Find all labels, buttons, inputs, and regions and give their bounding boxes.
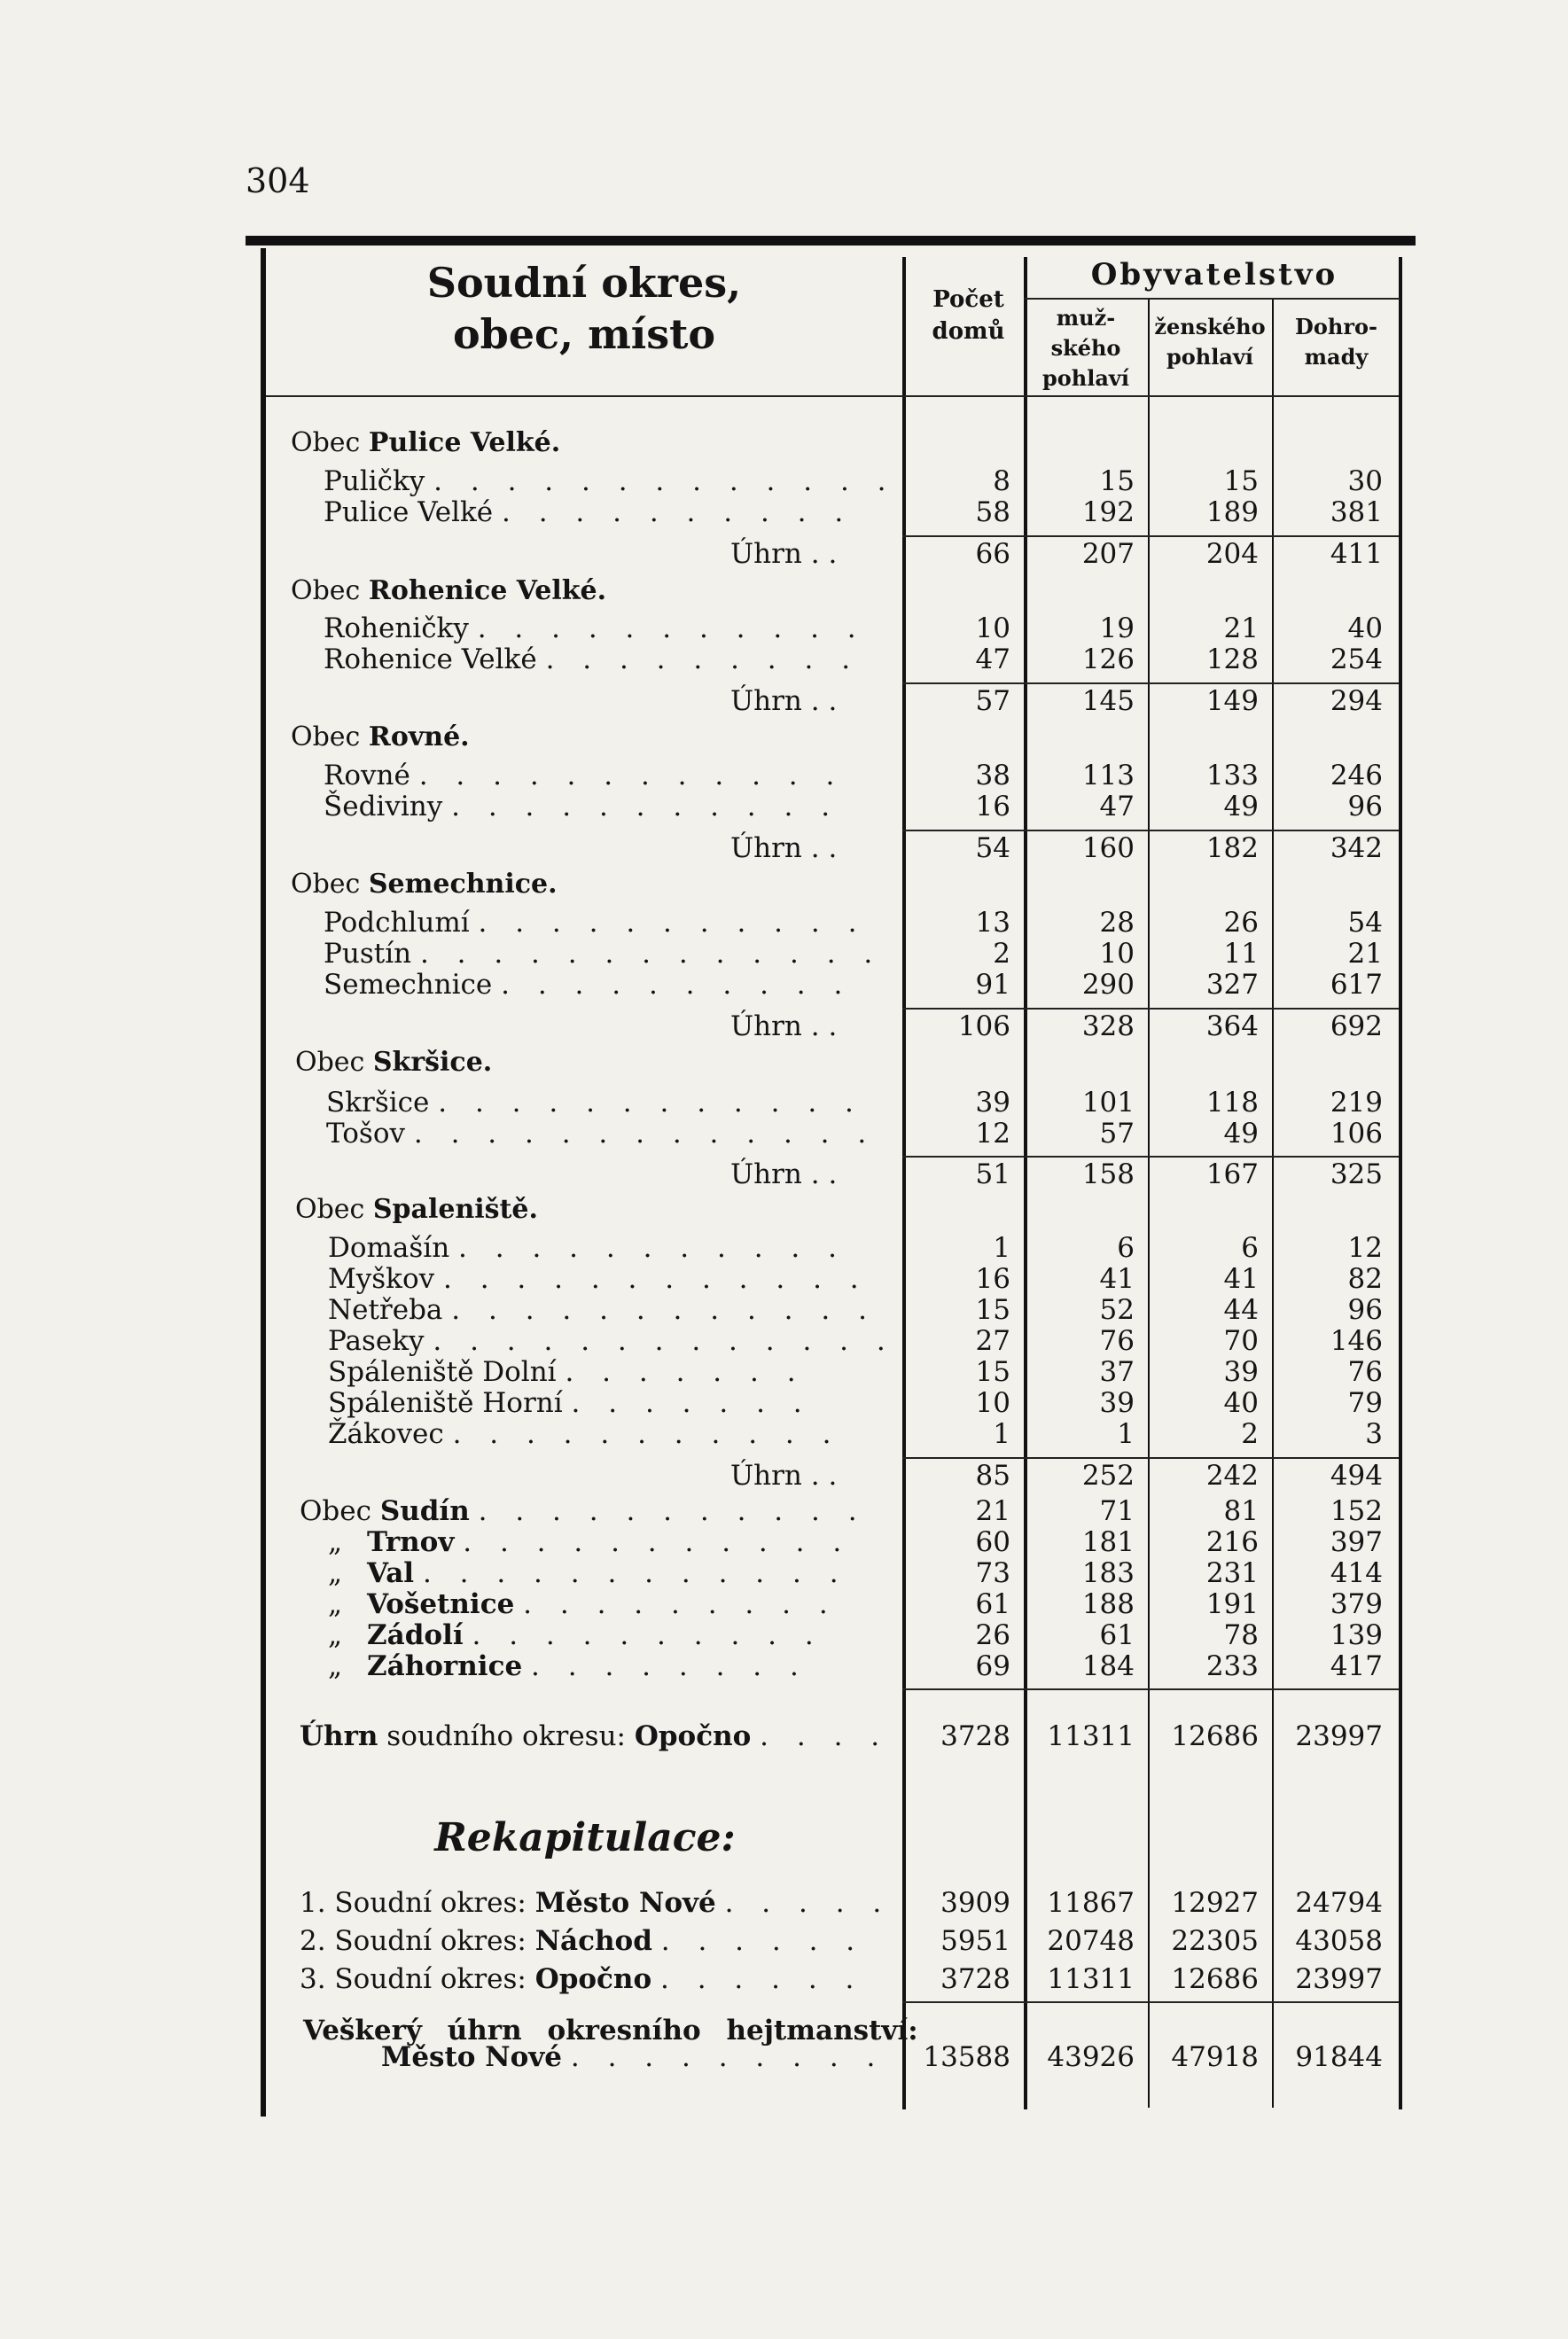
total-muz: 158 <box>1081 1158 1135 1190</box>
rekap-name: Město Nové <box>534 1887 716 1919</box>
obec-prefix: Obec <box>295 1194 373 1225</box>
cell-domu: 5951 <box>940 1925 1010 1957</box>
table-row: „ Vošetnice . . . . . . . . . 61 188 191 379 <box>328 1588 1383 1620</box>
total-muz: 160 <box>1081 832 1135 864</box>
cell-muz: 113 <box>1081 760 1135 791</box>
total-domu: 57 <box>975 685 1010 717</box>
place-name: Myškov <box>328 1263 435 1295</box>
cell-muz: 11867 <box>1047 1887 1135 1919</box>
place-name: Roheničky <box>324 612 469 644</box>
cell-zen: 2 <box>1241 1418 1259 1450</box>
total-domu: 66 <box>975 538 1010 570</box>
table-row: Semechnice . . . . . . . . . . 91 290 327 617 <box>324 969 1383 1001</box>
cell-domu: 73 <box>975 1557 1010 1589</box>
header-dohr-line1: Dohro- <box>1295 314 1377 339</box>
cell-muz: 28 <box>1099 907 1135 939</box>
cell-muz: 192 <box>1081 496 1135 528</box>
grand-total-row: Město Nové . . . . . . . . . 13588 43926 47918 91844 <box>381 2041 1383 2073</box>
table-row: Myškov . . . . . . . . . . . . 16 41 41 82 <box>328 1263 1383 1295</box>
cell-domu: 47 <box>975 643 1010 675</box>
obec-name: Vošetnice <box>367 1588 515 1620</box>
cell-zen: 12686 <box>1171 1963 1259 1995</box>
total-row <box>0 833 1568 863</box>
cell-zen: 6 <box>1241 1232 1259 1264</box>
cell-domu: 3909 <box>940 1887 1010 1919</box>
header-obyvatelstvo: Obyvatelstvo <box>1090 257 1338 292</box>
cell-dohromady: 152 <box>1330 1495 1383 1527</box>
cell-zen: 233 <box>1205 1650 1259 1682</box>
cell-domu: 15 <box>975 1294 1010 1326</box>
obec-prefix: Obec <box>291 575 369 606</box>
cell-muz: 57 <box>1099 1118 1135 1150</box>
uhrn-label: Úhrn . . <box>730 538 838 570</box>
cell-dohromady: 82 <box>1347 1263 1383 1295</box>
rekap-row: 1. Soudní okres: Město Nové . . . . . 3909 11867 12927 24794 <box>300 1887 1383 1919</box>
cell-muz: 184 <box>1081 1650 1135 1682</box>
table-row: „ Trnov . . . . . . . . . . . 60 181 216 397 <box>328 1526 1383 1558</box>
obec-name: Pulice Velké. <box>368 427 561 458</box>
cell-zen: 21 <box>1223 612 1259 644</box>
place-name: Skršice <box>326 1087 430 1119</box>
rekap-label: 2. Soudní okres: <box>300 1925 535 1957</box>
cell-muz: 52 <box>1099 1294 1135 1326</box>
rekap-label: 3. Soudní okres: <box>300 1963 535 1995</box>
header-domu-line2: domů <box>932 318 1005 345</box>
cell-domu: 60 <box>975 1526 1010 1558</box>
cell-muz: 11311 <box>1047 1963 1135 1995</box>
total-zen: 167 <box>1205 1158 1259 1190</box>
cell-dohromady: 397 <box>1330 1526 1383 1558</box>
table-row: „ Val . . . . . . . . . . . . 73 183 231 414 <box>328 1557 1383 1589</box>
cell-domu: 13 <box>975 907 1010 939</box>
total-dohromady: 411 <box>1330 538 1383 570</box>
header-muz-line1: muž- <box>1056 305 1116 331</box>
cell-muz: 71 <box>1099 1495 1135 1527</box>
cell-muz: 1 <box>1117 1418 1135 1450</box>
cell-zen: 41 <box>1223 1263 1259 1295</box>
cell-muz: 41 <box>1099 1263 1135 1295</box>
cell-zen: 78 <box>1223 1619 1259 1651</box>
okres-total-row: Úhrn soudního okresu: Opočno . . . . 3728 11311 12686 23997 <box>300 1720 1383 1752</box>
table-row: Domašín . . . . . . . . . . . 1 6 6 12 <box>328 1232 1383 1264</box>
cell-zen: 15 <box>1223 465 1259 497</box>
cell-muz: 188 <box>1081 1588 1135 1620</box>
obec-name: Sudín <box>379 1495 470 1527</box>
header-zen-line2: pohlaví <box>1166 344 1253 370</box>
table-row: Rohenice Velké . . . . . . . . . 47 126 128 254 <box>324 643 1383 675</box>
group-heading <box>0 722 1568 752</box>
obec-name: Zádolí <box>367 1619 464 1651</box>
place-name: Žákovec <box>328 1418 444 1450</box>
cell-domu: 16 <box>975 1263 1010 1295</box>
cell-dohromady: 21 <box>1347 938 1383 970</box>
total-rule <box>902 682 1399 684</box>
rekap-name: Opočno <box>534 1963 652 1995</box>
cell-domu: 10 <box>975 612 1010 644</box>
cell-domu: 10 <box>975 1387 1010 1419</box>
rekapitulace-title: Rekapitulace: <box>434 1815 736 1860</box>
total-domu: 51 <box>975 1158 1010 1190</box>
ditto-mark: „ <box>328 1650 343 1682</box>
place-name: Semechnice <box>324 969 493 1001</box>
place-name: Šediviny <box>324 791 443 823</box>
place-name: Rohenice Velké <box>324 643 537 675</box>
uhrn-label: Úhrn . . <box>730 832 838 864</box>
total-domu: 106 <box>957 1010 1010 1042</box>
cell-dohromady: 40 <box>1347 612 1383 644</box>
cell-domu: 16 <box>975 791 1010 823</box>
place-name: Spáleniště Horní <box>328 1387 563 1419</box>
table-row: Skršice . . . . . . . . . . . . 39 101 118 219 <box>326 1087 1383 1119</box>
cell-muz: 39 <box>1099 1387 1135 1419</box>
total-domu: 13588 <box>923 2041 1010 2073</box>
cell-dohromady: 79 <box>1347 1387 1383 1419</box>
total-rule <box>902 1156 1399 1158</box>
cell-muz: 181 <box>1081 1526 1135 1558</box>
header-region <box>266 257 902 360</box>
header-underline <box>1024 298 1400 300</box>
cell-dohromady: 76 <box>1347 1356 1383 1388</box>
table-row: Žákovec . . . . . . . . . . . 1 1 2 3 <box>328 1418 1383 1450</box>
obec-prefix: Obec <box>291 721 369 752</box>
cell-zen: 22305 <box>1171 1925 1259 1957</box>
total-row <box>0 686 1568 716</box>
cell-domu: 2 <box>993 938 1010 970</box>
header-zen-line1: ženského <box>1154 314 1266 339</box>
ditto-mark: „ <box>328 1619 343 1651</box>
cell-muz: 10 <box>1099 938 1135 970</box>
cell-domu: 38 <box>975 760 1010 791</box>
table-row: Podchlumí . . . . . . . . . . . 13 28 26 54 <box>324 907 1383 939</box>
total-muz: 145 <box>1081 685 1135 717</box>
table-row: Obec Sudín . . . . . . . . . . . 21 71 81 152 <box>300 1495 1383 1527</box>
cell-dohromady: 96 <box>1347 791 1383 823</box>
cell-zen: 39 <box>1223 1356 1259 1388</box>
cell-muz: 61 <box>1099 1619 1135 1651</box>
total-rule <box>902 1008 1399 1010</box>
total-domu: 3728 <box>940 1720 1010 1752</box>
uhrn-label: Úhrn . . <box>730 1460 838 1492</box>
cell-muz: 37 <box>1099 1356 1135 1388</box>
total-rule <box>902 1457 1399 1459</box>
obec-prefix: Obec <box>291 869 369 900</box>
total-dohromady: 325 <box>1330 1158 1383 1190</box>
group-heading <box>0 1048 1568 1078</box>
cell-zen: 128 <box>1205 643 1259 675</box>
place-name: Pulice Velké <box>324 496 494 528</box>
uhrn-label: Úhrn . . <box>730 1010 838 1042</box>
cell-muz: 6 <box>1117 1232 1135 1264</box>
cell-domu: 12 <box>975 1118 1010 1150</box>
cell-dohromady: 219 <box>1330 1087 1383 1119</box>
cell-muz: 290 <box>1081 969 1135 1001</box>
total-muz: 207 <box>1081 538 1135 570</box>
cell-zen: 49 <box>1223 1118 1259 1150</box>
cell-zen: 327 <box>1205 969 1259 1001</box>
total-dohromady: 692 <box>1330 1010 1383 1042</box>
cell-muz: 126 <box>1081 643 1135 675</box>
cell-zen: 216 <box>1205 1526 1259 1558</box>
table-row: Rovné . . . . . . . . . . . . 38 113 133 246 <box>324 760 1383 791</box>
group-heading <box>0 1195 1568 1225</box>
total-row <box>0 539 1568 569</box>
header-region-line2: obec, místo <box>452 310 716 358</box>
cell-zen: 118 <box>1205 1087 1259 1119</box>
cell-domu: 58 <box>975 496 1010 528</box>
obec-name: Rohenice Velké. <box>368 575 607 606</box>
cell-domu: 1 <box>993 1232 1010 1264</box>
total-rule <box>902 830 1399 831</box>
header-muz-line2: ského <box>1050 335 1121 361</box>
cell-zen: 231 <box>1205 1557 1259 1589</box>
cell-dohromady: 417 <box>1330 1650 1383 1682</box>
cell-dohromady: 381 <box>1330 496 1383 528</box>
total-dohromady: 342 <box>1330 832 1383 864</box>
header-bottom-rule <box>266 395 1399 397</box>
group-heading <box>0 576 1568 606</box>
cell-domu: 69 <box>975 1650 1010 1682</box>
rekap-label: 1. Soudní okres: <box>300 1887 535 1919</box>
table-row: Puličky . . . . . . . . . . . . . 8 15 15 30 <box>324 465 1383 497</box>
total-muz: 328 <box>1081 1010 1135 1042</box>
obec-name: Spaleniště. <box>372 1194 538 1225</box>
total-zen: 182 <box>1205 832 1259 864</box>
cell-muz: 15 <box>1099 465 1135 497</box>
cell-zen: 49 <box>1223 791 1259 823</box>
total-dohromady: 91844 <box>1295 2041 1383 2073</box>
total-zen: 204 <box>1205 538 1259 570</box>
table-row: Paseky . . . . . . . . . . . . . 27 76 70 146 <box>328 1325 1383 1357</box>
total-dohromady: 23997 <box>1295 1720 1383 1752</box>
rekap-row: 3. Soudní okres: Opočno . . . . . . 3728 11311 12686 23997 <box>300 1963 1383 1995</box>
rekap-name: Náchod <box>534 1925 652 1957</box>
cell-zen: 81 <box>1223 1495 1259 1527</box>
cell-zen: 11 <box>1223 938 1259 970</box>
cell-dohromady: 254 <box>1330 643 1383 675</box>
total-domu: 85 <box>975 1460 1010 1492</box>
okres-total-label-uhrn: Úhrn <box>300 1720 378 1752</box>
cell-zen: 191 <box>1205 1588 1259 1620</box>
table-row: „ Záhornice . . . . . . . . 69 184 233 417 <box>328 1650 1383 1682</box>
obec-prefix: Obec <box>295 1047 373 1078</box>
place-name: Netřeba <box>328 1294 443 1326</box>
table-row: Pulice Velké . . . . . . . . . . 58 192 189 381 <box>324 496 1383 528</box>
cell-muz: 19 <box>1099 612 1135 644</box>
place-name: Pustín <box>324 938 412 970</box>
cell-domu: 27 <box>975 1325 1010 1357</box>
place-name: Tošov <box>326 1118 406 1150</box>
cell-dohromady: 146 <box>1330 1325 1383 1357</box>
cell-domu: 8 <box>993 465 1010 497</box>
section-rule <box>902 2001 1399 2003</box>
rekap-row: 2. Soudní okres: Náchod . . . . . . 5951 20748 22305 43058 <box>300 1925 1383 1957</box>
total-zen: 364 <box>1205 1010 1259 1042</box>
total-row <box>0 1159 1568 1189</box>
obec-name: Záhornice <box>367 1650 523 1682</box>
cell-dohromady: 24794 <box>1295 1887 1383 1919</box>
total-muz: 11311 <box>1047 1720 1135 1752</box>
header-domu <box>913 284 1024 347</box>
obec-name: Val <box>367 1557 415 1589</box>
total-dohromady: 294 <box>1330 685 1383 717</box>
place-name: Spáleniště Dolní <box>328 1356 557 1388</box>
okres-total-label-middle: soudního okresu: <box>378 1720 635 1752</box>
total-zen: 242 <box>1205 1460 1259 1492</box>
cell-dohromady: 43058 <box>1295 1925 1383 1957</box>
uhrn-label: Úhrn . . <box>730 685 838 717</box>
place-name: Domašín <box>328 1232 450 1264</box>
top-rule <box>246 236 1416 246</box>
table-row: Netřeba . . . . . . . . . . . . 15 52 44 96 <box>328 1294 1383 1326</box>
cell-zen: 133 <box>1205 760 1259 791</box>
cell-domu: 15 <box>975 1356 1010 1388</box>
cell-domu: 91 <box>975 969 1010 1001</box>
header-muz <box>1028 303 1143 394</box>
cell-domu: 26 <box>975 1619 1010 1651</box>
total-muz: 43926 <box>1047 2041 1135 2073</box>
place-name: Podchlumí <box>324 907 470 939</box>
place-name: Paseky <box>328 1325 425 1357</box>
cell-muz: 183 <box>1081 1557 1135 1589</box>
cell-domu: 3728 <box>940 1963 1010 1995</box>
cell-dohromady: 30 <box>1347 465 1383 497</box>
cell-dohromady: 3 <box>1365 1418 1383 1450</box>
total-dohromady: 494 <box>1330 1460 1383 1492</box>
group-heading <box>0 869 1568 900</box>
header-dohr-line2: mady <box>1304 344 1369 370</box>
header-muz-line3: pohlaví <box>1042 365 1129 391</box>
cell-domu: 1 <box>993 1418 1010 1450</box>
ditto-mark: „ <box>328 1557 343 1589</box>
header-domu-line1: Počet <box>932 286 1004 313</box>
header-dohr <box>1276 312 1396 372</box>
page-number: 304 <box>246 161 310 200</box>
total-row <box>0 1011 1568 1041</box>
cell-zen: 12927 <box>1171 1887 1259 1919</box>
section-rule <box>902 1688 1399 1690</box>
uhrn-label: Úhrn . . <box>730 1158 838 1190</box>
cell-muz: 76 <box>1099 1325 1135 1357</box>
cell-zen: 44 <box>1223 1294 1259 1326</box>
cell-zen: 70 <box>1223 1325 1259 1357</box>
total-zen: 47918 <box>1171 2041 1259 2073</box>
cell-domu: 21 <box>975 1495 1010 1527</box>
cell-muz: 20748 <box>1047 1925 1135 1957</box>
header-region-line1: Soudní okres, <box>426 259 742 307</box>
cell-dohromady: 54 <box>1347 907 1383 939</box>
obec-prefix: Obec <box>300 1495 371 1527</box>
ditto-mark: „ <box>328 1588 343 1620</box>
cell-muz: 101 <box>1081 1087 1135 1119</box>
cell-dohromady: 23997 <box>1295 1963 1383 1995</box>
cell-muz: 47 <box>1099 791 1135 823</box>
cell-dohromady: 96 <box>1347 1294 1383 1326</box>
place-name: Puličky <box>324 465 425 497</box>
cell-dohromady: 379 <box>1330 1588 1383 1620</box>
total-muz: 252 <box>1081 1460 1135 1492</box>
cell-dohromady: 106 <box>1330 1118 1383 1150</box>
cell-dohromady: 246 <box>1330 760 1383 791</box>
grand-total-label: Veškerý úhrn okresního hejtmanství: <box>303 2015 918 2047</box>
obec-name: Trnov <box>367 1526 455 1558</box>
table-row: Šediviny . . . . . . . . . . . 16 47 49 96 <box>324 791 1383 823</box>
cell-zen: 189 <box>1205 496 1259 528</box>
obec-name: Rovné. <box>368 721 470 752</box>
grand-total-name: Město Nové <box>381 2041 563 2073</box>
table-row: Tošov . . . . . . . . . . . . . 12 57 49 106 <box>326 1118 1383 1150</box>
group-heading <box>0 428 1568 458</box>
cell-domu: 61 <box>975 1588 1010 1620</box>
table-row: „ Zádolí . . . . . . . . . . 26 61 78 139 <box>328 1619 1383 1651</box>
table-row: Roheničky . . . . . . . . . . . 10 19 21 40 <box>324 612 1383 644</box>
total-rule <box>902 535 1399 537</box>
cell-zen: 40 <box>1223 1387 1259 1419</box>
obec-name: Semechnice. <box>368 869 558 900</box>
cell-dohromady: 414 <box>1330 1557 1383 1589</box>
header-zen <box>1152 312 1268 372</box>
okres-total-label-name: Opočno <box>634 1720 752 1752</box>
total-domu: 54 <box>975 832 1010 864</box>
total-zen: 12686 <box>1171 1720 1259 1752</box>
cell-dohromady: 617 <box>1330 969 1383 1001</box>
cell-domu: 39 <box>975 1087 1010 1119</box>
place-name: Rovné <box>324 760 410 791</box>
table-row: Spáleniště Horní . . . . . . . 10 39 40 79 <box>328 1387 1383 1419</box>
cell-dohromady: 139 <box>1330 1619 1383 1651</box>
table-row: Spáleniště Dolní . . . . . . . 15 37 39 76 <box>328 1356 1383 1388</box>
table-row: Pustín . . . . . . . . . . . . . 2 10 11 21 <box>324 938 1383 970</box>
total-zen: 149 <box>1205 685 1259 717</box>
cell-dohromady: 12 <box>1347 1232 1383 1264</box>
obec-name: Skršice. <box>372 1047 493 1078</box>
total-row <box>0 1461 1568 1491</box>
obec-prefix: Obec <box>291 427 369 458</box>
ditto-mark: „ <box>328 1526 343 1558</box>
cell-zen: 26 <box>1223 907 1259 939</box>
